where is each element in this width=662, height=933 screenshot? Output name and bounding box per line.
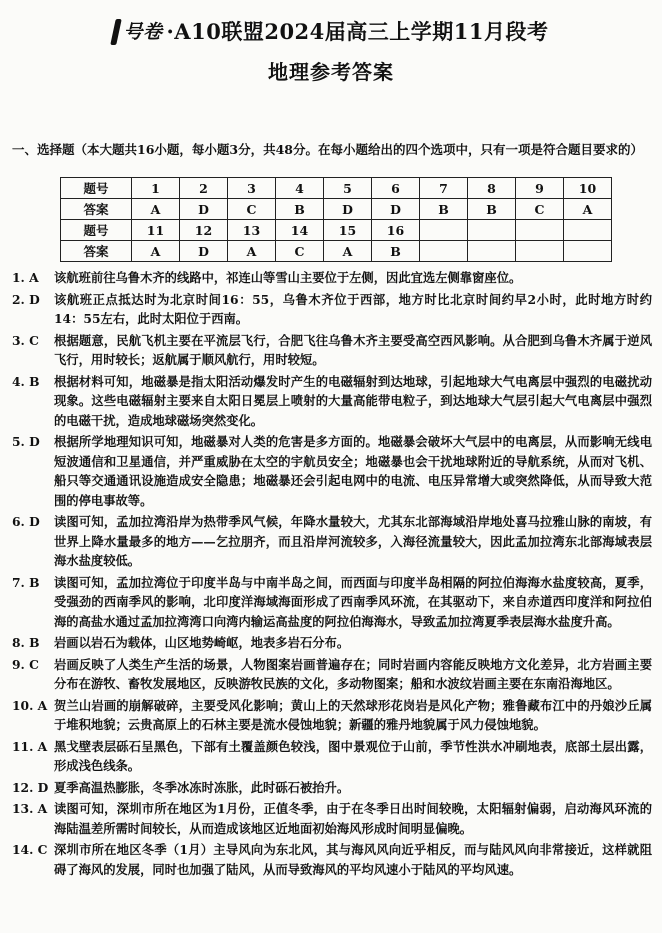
table-cell: 4 bbox=[276, 178, 324, 199]
table-cell: 6 bbox=[372, 178, 420, 199]
row-label: 答案 bbox=[61, 199, 132, 220]
list-item bbox=[12, 655, 652, 694]
list-item bbox=[12, 696, 652, 735]
list-item bbox=[12, 778, 652, 798]
explanation-text: 读图可知，孟加拉湾沿岸为热带季风气候，年降水量较大，尤其东北部海域沿岸地处喜马拉雅山脉的南坡，有世界上降水量最多的地方——乞拉朋齐，而且沿岸河流较多，入海径流量较大，因此孟加拉湾东北部海域表层海水盐度较低。 bbox=[54, 514, 652, 568]
table-cell: A bbox=[228, 241, 276, 262]
table-cell: 5 bbox=[324, 178, 372, 199]
table-cell bbox=[516, 241, 564, 262]
row-label: 题号 bbox=[61, 178, 132, 199]
list-item bbox=[12, 268, 652, 288]
table-row-a1 bbox=[61, 199, 612, 220]
table-cell: 14 bbox=[276, 220, 324, 241]
table-cell: B bbox=[372, 241, 420, 262]
table-cell: 1 bbox=[132, 178, 180, 199]
table-cell: 15 bbox=[324, 220, 372, 241]
title-text: ·A10联盟2024届高三上学期11月段考 bbox=[166, 19, 549, 44]
question-number: 6. D bbox=[12, 514, 40, 529]
explanation-text: 读图可知，孟加拉湾位于印度半岛与中南半岛之间，而西面与印度半岛相隔的阿拉伯海海水盐度较高，夏季，受强劲的西南季风的影响，北印度洋海域海面形成了西南季风环流，在其驱动下，来自赤道西印度洋和阿拉伯海的高盐水通过孟加拉湾湾口向湾内输运高盐度的阿拉伯海海水，导致孟加拉湾夏季表层海水盐度升高。 bbox=[54, 574, 652, 629]
section-title: 一、选择题（本大题共16小题，每小题3分，共48分。在每小题给出的四个选项中，只有一项是符合题目要求的） bbox=[12, 142, 643, 157]
table-cell bbox=[468, 241, 516, 262]
question-number: 12. D bbox=[12, 779, 49, 795]
table-cell: 2 bbox=[180, 178, 228, 199]
answer-explanations bbox=[12, 268, 652, 881]
question-number: 7. B bbox=[12, 574, 40, 590]
table-cell: B bbox=[276, 199, 324, 220]
header bbox=[0, 18, 662, 85]
question-number: 8. B bbox=[12, 635, 40, 650]
table-cell bbox=[564, 220, 612, 241]
table-cell: D bbox=[324, 199, 372, 220]
logo-mark-icon bbox=[111, 19, 123, 45]
table-cell bbox=[468, 220, 516, 241]
question-number: 1. A bbox=[12, 270, 39, 285]
row-label: 题号 bbox=[61, 220, 132, 241]
explanation-text: 黑戈壁表层砾石呈黑色，下部有土覆盖颜色较浅，图中景观位于山前，季节性洪水冲刷地表，底部土层出露，形成浅色线条。 bbox=[54, 738, 652, 773]
table-cell bbox=[564, 241, 612, 262]
list-item bbox=[12, 573, 652, 632]
explanation-text: 根据题意，民航飞机主要在平流层飞行，合肥飞往乌鲁木齐主要受高空西风影响。从合肥到乌鲁木齐属于逆风飞行，用时较长；返航属于顺风航行，用时较短。 bbox=[54, 332, 652, 367]
table-cell: 12 bbox=[180, 220, 228, 241]
table-cell: 8 bbox=[468, 178, 516, 199]
explanation-text: 岩画以岩石为载体，山区地势崎岖，地表多岩石分布。 bbox=[54, 635, 350, 650]
exam-title bbox=[0, 18, 662, 46]
explanation-text: 夏季高温热膨胀，冬季冰冻时冻胀，此时砾石被抬升。 bbox=[54, 779, 350, 795]
table-cell: C bbox=[276, 241, 324, 262]
table-cell: D bbox=[372, 199, 420, 220]
question-number: 13. A bbox=[12, 801, 48, 816]
table-cell bbox=[420, 241, 468, 262]
explanation-text: 读图可知，深圳市所在地区为1月份，正值冬季，由于在冬季日出时间较晚，太阳辐射偏弱，启动海风环流的海陆温差所需时间较长，从而造成该地区近地面初始海风形成时间明显偏晚。 bbox=[54, 801, 652, 836]
question-number: 11. A bbox=[12, 738, 48, 754]
table-cell: A bbox=[132, 241, 180, 262]
list-item bbox=[12, 840, 652, 879]
question-number: 3. C bbox=[12, 332, 39, 348]
table-cell: 10 bbox=[564, 178, 612, 199]
logo-text: 号卷 bbox=[123, 21, 163, 43]
explanation-text: 根据所学地理知识可知，地磁暴对人类的危害是多方面的。地磁暴会破坏大气层中的电离层，从而影响无线电短波通信和卫星通信，并严重威胁在太空的宇航员安全；地磁暴也会干扰地球附近的导航系统，从而对飞机、船只等交通通讯设施造成安全隐患；地磁暴还会引起电网中的电流、电压异常增大或突然降低，从而导致大范围的停电事故等。 bbox=[54, 434, 652, 508]
question-number: 2. D bbox=[12, 291, 40, 307]
table-row-q1 bbox=[61, 178, 612, 199]
list-item bbox=[12, 799, 652, 838]
explanation-text: 该航班正点抵达时为北京时间16：55，乌鲁木齐位于西部，地方时比北京时间约早2小时，此时地方时约14：55左右，此时太阳位于西南。 bbox=[54, 291, 652, 326]
table-cell: A bbox=[132, 199, 180, 220]
question-number: 5. D bbox=[12, 434, 40, 449]
list-item bbox=[12, 737, 652, 776]
table-cell: D bbox=[180, 199, 228, 220]
table-cell: D bbox=[180, 241, 228, 262]
table-cell: B bbox=[420, 199, 468, 220]
table-cell: 3 bbox=[228, 178, 276, 199]
question-number: 9. C bbox=[12, 656, 39, 672]
table-cell: C bbox=[228, 199, 276, 220]
table-cell: 13 bbox=[228, 220, 276, 241]
explanation-text: 根据材料可知，地磁暴是指太阳活动爆发时产生的电磁辐射到达地球，引起地球大气电离层中强烈的电磁扰动现象。这些电磁辐射主要来自太阳日冕层上喷射的大量高能带电粒子，到达地球大气层引起大气电离层中强烈的电磁干扰，造成地球磁场突然变化。 bbox=[54, 373, 652, 428]
table-cell: B bbox=[468, 199, 516, 220]
list-item bbox=[12, 432, 652, 510]
table-cell bbox=[516, 220, 564, 241]
answer-table bbox=[60, 177, 612, 262]
table-cell: A bbox=[324, 241, 372, 262]
explanation-text: 贺兰山岩画的崩解破碎，主要受风化影响；黄山上的天然球形花岗岩是风化产物；雅鲁藏布江中的丹娘沙丘属于堆积地貌；云贵高原上的石林主要是流水侵蚀地貌；新疆的雅丹地貌属于风力侵蚀地貌。 bbox=[54, 697, 652, 732]
question-number: 4. B bbox=[12, 373, 40, 389]
table-cell bbox=[420, 220, 468, 241]
table-cell: 16 bbox=[372, 220, 420, 241]
list-item bbox=[12, 290, 652, 329]
list-item bbox=[12, 633, 652, 653]
list-item bbox=[12, 512, 652, 571]
table-cell: C bbox=[516, 199, 564, 220]
logo bbox=[113, 18, 162, 46]
table-row-q2 bbox=[61, 220, 612, 241]
table-cell: 11 bbox=[132, 220, 180, 241]
subtitle: 地理参考答案 bbox=[268, 60, 394, 84]
table-cell: A bbox=[564, 199, 612, 220]
list-item bbox=[12, 331, 652, 370]
explanation-text: 岩画反映了人类生产生活的场景，人物图案岩画普遍存在；同时岩画内容能反映地方文化差异，北方岩画主要分布在游牧、畜牧发展地区，反映游牧民族的文化，多动物图案；船和水波纹岩画主要在东南沿海地区。 bbox=[54, 656, 652, 691]
table-cell: 7 bbox=[420, 178, 468, 199]
list-item bbox=[12, 372, 652, 431]
row-label: 答案 bbox=[61, 241, 132, 262]
table-row-a2 bbox=[61, 241, 612, 262]
table-cell: 9 bbox=[516, 178, 564, 199]
question-number: 14. C bbox=[12, 842, 48, 857]
question-number: 10. A bbox=[12, 697, 48, 713]
explanation-text: 深圳市所在地区冬季（1月）主导风向为东北风，其与海风风向近乎相反，而与陆风风向非常接近，这样就阻碍了海风的发展，同时也加强了陆风，从而导致海风的平均风速小于陆风的平均风速。 bbox=[54, 842, 652, 877]
explanation-text: 该航班前往乌鲁木齐的线路中，祁连山等雪山主要位于左侧，因此宜选左侧靠窗座位。 bbox=[54, 270, 522, 285]
